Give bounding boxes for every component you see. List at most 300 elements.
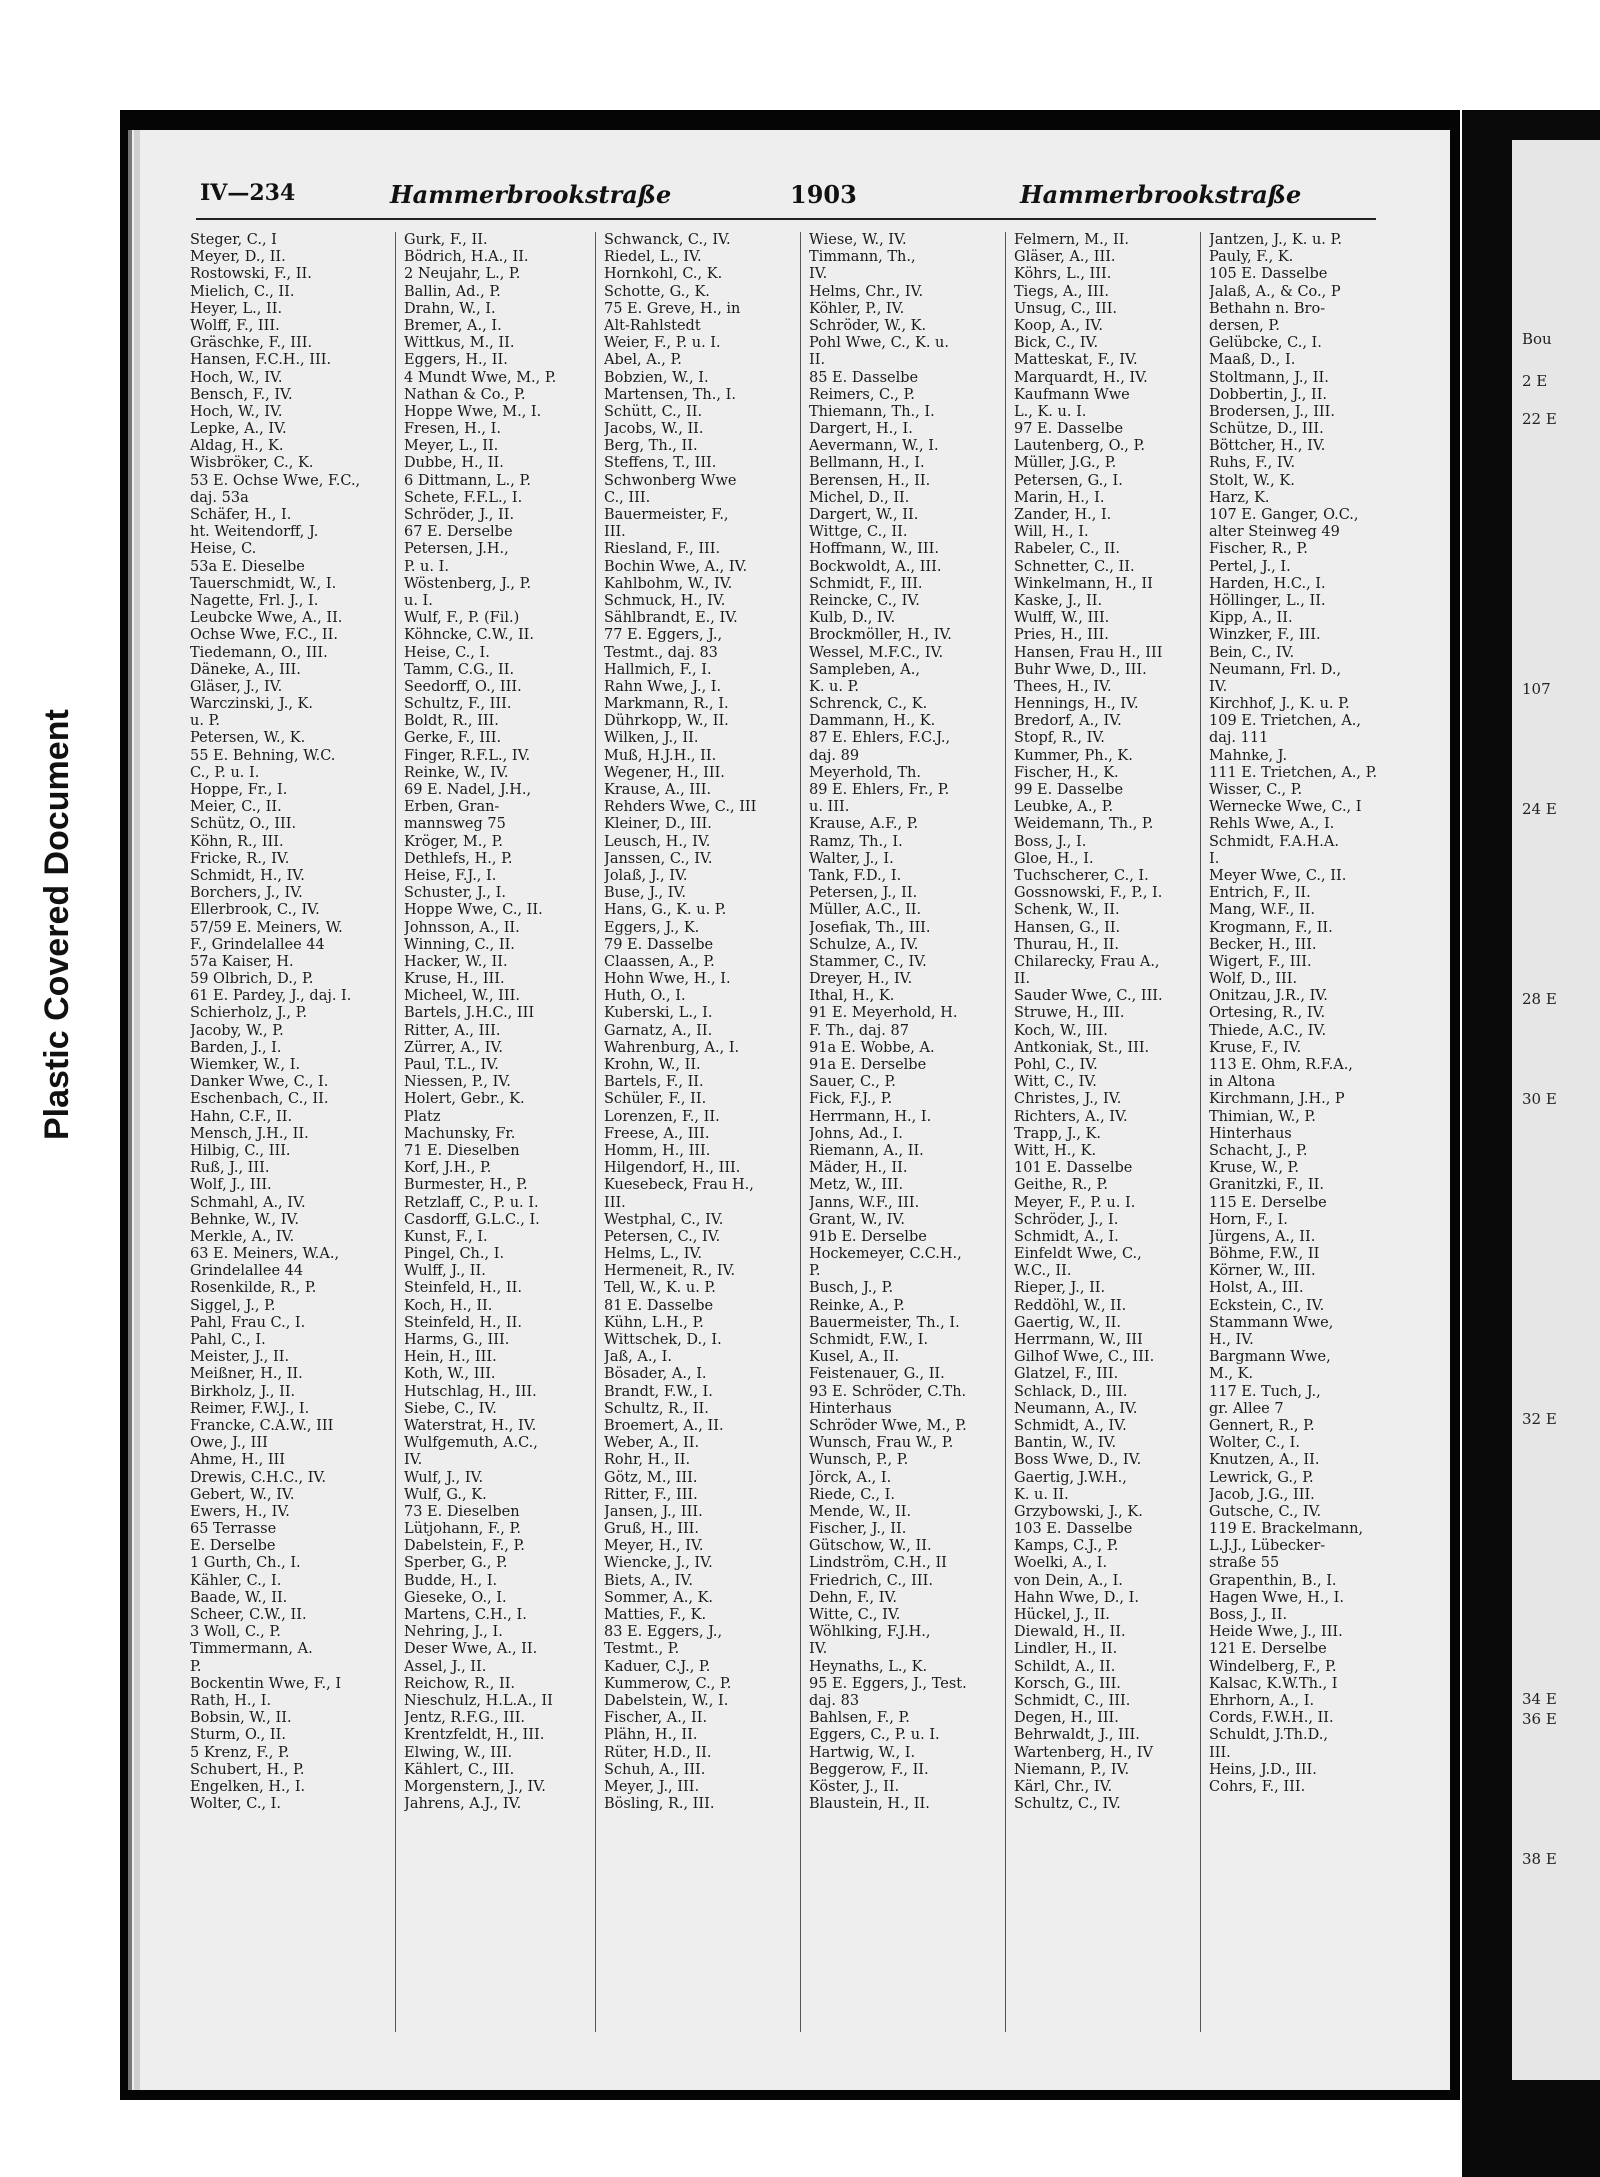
directory-entry: Schuster, J., I.: [404, 885, 506, 902]
directory-entry: Kruse, W., P.: [1209, 1160, 1299, 1177]
directory-entry: Testmt., daj. 83: [604, 644, 718, 661]
directory-entry: Köhler, P., IV.: [809, 300, 905, 317]
directory-entry: Jolaß, J., IV.: [604, 867, 688, 884]
directory-entry: Eggers, J., K.: [604, 919, 700, 936]
directory-entry: P.: [190, 1658, 202, 1675]
directory-entry: Krogmann, F., II.: [1209, 919, 1333, 936]
directory-entry: Bobsin, W., II.: [190, 1710, 292, 1727]
directory-entry: Hoppe Wwe, M., I.: [404, 403, 542, 420]
directory-column: [1200, 232, 1394, 2032]
directory-entry: Martensen, Th., I.: [604, 386, 736, 403]
directory-entry: Martens, C.H., I.: [404, 1607, 527, 1623]
directory-entry: Bödrich, H.A., II.: [404, 249, 529, 266]
header-rule: [196, 218, 1376, 220]
directory-entry: Herrmann, H., I.: [809, 1108, 932, 1125]
directory-entry: Fresen, H., I.: [404, 421, 501, 438]
directory-entry: Schultz, R., II.: [604, 1400, 709, 1417]
directory-entry: F., Grindelallee 44: [190, 936, 325, 953]
directory-entry: Koop, A., IV.: [1014, 317, 1103, 334]
adjacent-page-fragment: 32 E: [1522, 1410, 1557, 1428]
directory-entry: 57a Kaiser, H.: [190, 953, 294, 970]
directory-entry: Reichow, R., II.: [404, 1675, 516, 1692]
directory-entry: IV.: [1209, 678, 1228, 695]
directory-entry: Kulb, D., IV.: [809, 610, 896, 627]
directory-entry: Garnatz, A., II.: [604, 1022, 713, 1039]
directory-entry: Knutzen, A., II.: [1209, 1452, 1320, 1469]
directory-entry: Witt, H., K.: [1014, 1142, 1097, 1159]
directory-entry: Meyer Wwe, C., II.: [1209, 867, 1347, 884]
directory-entry: Hahn Wwe, D., I.: [1014, 1589, 1139, 1606]
directory-entry: Berg, Th., II.: [604, 438, 698, 455]
directory-entry: Assel, J., II.: [404, 1658, 487, 1675]
directory-entry: IV.: [809, 1641, 828, 1658]
directory-entry: Riedel, L., IV.: [604, 249, 702, 266]
directory-entry: Schuldt, J.Th.D.,: [1209, 1727, 1328, 1744]
directory-entry: Bremer, A., I.: [404, 317, 502, 334]
directory-entry: Sauer, C., P.: [809, 1074, 896, 1091]
directory-entry: 109 E. Trietchen, A.,: [1209, 713, 1362, 730]
directory-entry: Reimer, F.W.J., I.: [190, 1400, 310, 1417]
directory-entry: daj. 83: [809, 1692, 860, 1709]
directory-entry: Bochin Wwe, A., IV.: [604, 558, 748, 575]
directory-entry: Wolter, C., I.: [1209, 1435, 1300, 1452]
directory-entry: Muß, H.J.H., II.: [604, 747, 717, 764]
directory-entry: 107 E. Ganger, O.C.,: [1209, 507, 1359, 523]
directory-entry: Dammann, H., K.: [809, 713, 936, 730]
directory-entry: Maaß, D., I.: [1209, 352, 1296, 369]
directory-entry: Weidemann, Th., P.: [1014, 816, 1154, 833]
directory-entry: 57/59 E. Meiners, W.: [190, 919, 343, 936]
directory-entry: Fischer, H., K.: [1014, 764, 1119, 781]
directory-entry: Heise, C., I.: [404, 644, 490, 661]
directory-entry: Zander, H., I.: [1014, 507, 1112, 523]
directory-entry: Schultz, F., III.: [404, 696, 512, 713]
directory-entry: Hansen, G., II.: [1014, 919, 1121, 936]
directory-entry: Antkoniak, St., III.: [1014, 1039, 1150, 1056]
directory-entry: Janssen, C., IV.: [604, 850, 713, 867]
directory-entry: Kaufmann Wwe: [1014, 386, 1130, 403]
directory-entry: C., P. u. I.: [190, 764, 260, 781]
directory-entry: Gurk, F., II.: [404, 232, 488, 248]
directory-entry: Petersen, W., K.: [190, 730, 306, 747]
directory-entry: Bösling, R., III.: [604, 1796, 715, 1813]
directory-entry: Pohl Wwe, C., K. u.: [809, 335, 950, 352]
directory-entry: Bartels, J.H.C., III: [404, 1005, 535, 1022]
directory-entry: Lindler, H., II.: [1014, 1641, 1118, 1658]
directory-entry: Böhme, F.W., II: [1209, 1246, 1320, 1263]
directory-entry: F. Th., daj. 87: [809, 1022, 909, 1039]
directory-entry: Krause, A., III.: [604, 782, 712, 798]
directory-entry: Westphal, C., IV.: [604, 1211, 724, 1228]
directory-entry: Heins, J.D., III.: [1209, 1761, 1317, 1778]
directory-entry: Engelken, H., I.: [190, 1778, 306, 1795]
directory-entry: Wolter, C., I.: [190, 1796, 281, 1813]
directory-entry: Weier, F., P. u. I.: [604, 335, 721, 352]
directory-entry: Metz, W., III.: [809, 1177, 904, 1194]
directory-entry: Sturm, O., II.: [190, 1727, 286, 1744]
directory-entry: Köster, J., II.: [809, 1778, 900, 1795]
directory-entry: Kalsac, K.W.Th., I: [1209, 1675, 1338, 1692]
directory-entry: Meyer, D., II.: [190, 249, 286, 266]
directory-entry: Schnetter, C., II.: [1014, 558, 1135, 575]
directory-entry: 99 E. Dasselbe: [1014, 782, 1124, 798]
directory-entry: Kusel, A., II.: [809, 1349, 900, 1366]
directory-entry: Jahrens, A.J., IV.: [404, 1796, 522, 1813]
directory-entry: Reincke, C., IV.: [809, 592, 920, 609]
directory-entry: 115 E. Derselbe: [1209, 1194, 1327, 1211]
directory-entry: Rosenkilde, R., P.: [190, 1280, 317, 1297]
directory-entry: Wunsch, Frau W., P.: [809, 1435, 954, 1452]
directory-entry: Bauermeister, F.,: [604, 507, 729, 523]
directory-entry: Niessen, P., IV.: [404, 1074, 511, 1091]
directory-entry: 91b E. Derselbe: [809, 1228, 927, 1245]
directory-entry: Fischer, A., II.: [604, 1710, 708, 1727]
directory-entry: Paul, T.L., IV.: [404, 1057, 499, 1073]
directory-entry: Lepke, A., IV.: [190, 421, 287, 438]
directory-entry: Hoppe, Fr., I.: [190, 782, 288, 798]
directory-entry: Wulff, W., III.: [1014, 610, 1110, 627]
directory-entry: Wisbröker, C., K.: [190, 455, 314, 472]
directory-entry: Schultz, C., IV.: [1014, 1796, 1121, 1813]
directory-entry: Winkelmann, H., II: [1014, 575, 1153, 592]
directory-entry: Thimian, W., P.: [1209, 1108, 1316, 1125]
directory-entry: Hansen, F.C.H., III.: [190, 352, 332, 369]
directory-entry: von Dein, A., I.: [1014, 1572, 1123, 1589]
directory-entry: Hoppe Wwe, C., II.: [404, 902, 543, 919]
directory-entry: Ruhs, F., IV.: [1209, 455, 1296, 472]
adjacent-page-fragment: 38 E: [1522, 1850, 1557, 1868]
directory-entry: Dührkopp, W., II.: [604, 713, 729, 730]
directory-entry: Fischer, J., II.: [809, 1521, 907, 1538]
directory-entry: Thiede, A.C., IV.: [1209, 1022, 1327, 1039]
directory-entry: Körner, W., III.: [1209, 1263, 1316, 1280]
directory-entry: Meißner, H., II.: [190, 1366, 303, 1383]
directory-entry: Dethlefs, H., P.: [404, 850, 513, 867]
directory-entry: Dargert, W., II.: [809, 507, 919, 523]
directory-entry: Thiemann, Th., I.: [809, 403, 935, 420]
directory-entry: Wöstenberg, J., P.: [404, 575, 532, 592]
directory-entry: Buse, J., IV.: [604, 885, 687, 902]
directory-entry: Busch, J., P.: [809, 1280, 894, 1297]
directory-entry: Brodersen, J., III.: [1209, 403, 1335, 420]
directory-entry: Bredorf, A., IV.: [1014, 713, 1122, 730]
directory-entry: Helms, Chr., IV.: [809, 283, 924, 300]
directory-entry: Hohn Wwe, H., I.: [604, 971, 731, 988]
directory-entry: Ellerbrook, C., IV.: [190, 902, 320, 919]
directory-entry: Timmann, Th.,: [809, 249, 916, 266]
directory-entry: Wöhlking, F.J.H.,: [809, 1624, 931, 1641]
directory-entry: Lindström, C.H., II: [809, 1555, 947, 1572]
directory-entry: Riesland, F., III.: [604, 541, 721, 558]
directory-entry: Herrmann, W., III: [1014, 1332, 1143, 1348]
directory-entry: Gaertig, J.W.H.,: [1014, 1469, 1127, 1486]
directory-entry: Diewald, H., II.: [1014, 1624, 1126, 1641]
directory-entry: Elwing, W., III.: [404, 1744, 513, 1761]
directory-entry: Brockmöller, H., IV.: [809, 627, 952, 644]
directory-entry: Meyer, H., IV.: [604, 1538, 704, 1555]
directory-entry: Christes, J., IV.: [1014, 1091, 1122, 1108]
directory-entry: Eggers, H., II.: [404, 352, 508, 369]
directory-entry: Steinfeld, H., II.: [404, 1314, 522, 1331]
year-heading: 1903: [790, 180, 857, 209]
directory-entry: 2 Neujahr, L., P.: [404, 266, 521, 283]
directory-entry: Friedrich, C., III.: [809, 1572, 933, 1589]
directory-entry: Reinke, W., IV.: [404, 764, 509, 781]
directory-entry: Blaustein, H., II.: [809, 1796, 930, 1813]
directory-entry: Jentz, R.F.G., III.: [404, 1710, 526, 1727]
directory-entry: Danker Wwe, C., I.: [190, 1074, 329, 1091]
page-number: IV—234: [200, 180, 296, 206]
directory-entry: 93 E. Schröder, C.Th.: [809, 1383, 967, 1400]
directory-entry: Retzlaff, C., P. u. I.: [404, 1194, 539, 1211]
directory-entry: Heise, C.: [190, 541, 257, 558]
directory-entry: Michel, D., II.: [809, 489, 910, 506]
directory-entry: Reinke, A., P.: [809, 1297, 905, 1314]
directory-entry: Gaertig, W., II.: [1014, 1314, 1121, 1331]
directory-entry: Holert, Gebr., K.: [404, 1091, 525, 1108]
directory-entry: Finger, R.F.L., IV.: [404, 747, 531, 764]
directory-entry: Fick, F.J., P.: [809, 1091, 893, 1108]
directory-entry: Berensen, H., II.: [809, 472, 931, 489]
directory-entry: Schlack, D., III.: [1014, 1383, 1128, 1400]
directory-entry: Böttcher, H., IV.: [1209, 438, 1326, 455]
directory-entry: Koch, H., II.: [404, 1297, 493, 1314]
directory-entry: Schete, F.F.L., I.: [404, 489, 523, 506]
directory-entry: Götz, M., III.: [604, 1469, 698, 1486]
directory-entry: Kamps, C.J., P.: [1014, 1538, 1119, 1555]
directory-entry: Boss, J., II.: [1209, 1607, 1288, 1623]
directory-column: [1005, 232, 1204, 2032]
directory-entry: Müller, J.G., P.: [1014, 455, 1117, 472]
directory-entry: 95 E. Eggers, J., Test.: [809, 1675, 967, 1692]
directory-entry: 105 E. Dasselbe: [1209, 266, 1328, 283]
directory-entry: 63 E. Meiners, W.A.,: [190, 1246, 340, 1263]
directory-entry: 87 E. Ehlers, F.C.J.,: [809, 730, 951, 747]
directory-entry: Grindelallee 44: [190, 1263, 304, 1280]
directory-entry: Mäder, H., II.: [809, 1160, 908, 1177]
directory-entry: Granitzki, F., II.: [1209, 1177, 1324, 1194]
directory-entry: Kruse, H., III.: [404, 971, 505, 988]
directory-entry: Ochse Wwe, F.C., II.: [190, 627, 338, 644]
directory-entry: Einfeldt Wwe, C.,: [1014, 1246, 1142, 1263]
directory-entry: Wigert, F., III.: [1209, 953, 1312, 970]
directory-entry: Meier, C., II.: [190, 799, 282, 816]
directory-entry: Ahme, H., III: [190, 1452, 286, 1469]
directory-entry: Jalaß, A., & Co., P: [1209, 283, 1341, 300]
directory-entry: Stoltmann, J., II.: [1209, 369, 1329, 386]
directory-entry: Janns, W.F., III.: [809, 1194, 920, 1211]
directory-entry: Harz, K.: [1209, 489, 1270, 506]
directory-entry: M., K.: [1209, 1366, 1254, 1383]
directory-entry: Hoch, W., IV.: [190, 369, 283, 386]
directory-entry: Schütze, D., III.: [1209, 421, 1324, 438]
directory-entry: Jaß, A., I.: [604, 1349, 672, 1366]
directory-entry: Schuh, A., III.: [604, 1761, 706, 1778]
directory-entry: Bobzien, W., I.: [604, 369, 709, 386]
directory-entry: II.: [1014, 971, 1031, 988]
directory-entry: Krause, A.F., P.: [809, 816, 919, 833]
directory-entry: alter Steinweg 49: [1209, 524, 1340, 541]
directory-entry: daj. 111: [1209, 730, 1269, 747]
directory-entry: Eckstein, C., IV.: [1209, 1297, 1325, 1314]
directory-entry: 53a E. Dieselbe: [190, 558, 305, 575]
directory-entry: Meyer, L., II.: [404, 438, 499, 455]
directory-entry: Ruß, J., III.: [190, 1160, 270, 1177]
directory-entry: 119 E. Brackelmann,: [1209, 1521, 1364, 1538]
directory-entry: 83 E. Eggers, J.,: [604, 1624, 723, 1641]
directory-entry: 91a E. Wobbe, A.: [809, 1039, 935, 1056]
directory-entry: 53 E. Ochse Wwe, F.C.,: [190, 472, 361, 489]
directory-entry: Schütt, C., II.: [604, 403, 703, 420]
directory-entry: Grzybowski, J., K.: [1014, 1503, 1143, 1520]
directory-entry: Wulf, F., P. (Fil.): [404, 610, 520, 627]
adjacent-page: [1512, 140, 1600, 2080]
directory-entry: Fischer, R., P.: [1209, 541, 1308, 558]
directory-entry: straße 55: [1209, 1555, 1280, 1572]
directory-entry: Deser Wwe, A., II.: [404, 1641, 538, 1658]
directory-entry: Mensch, J.H., II.: [190, 1125, 309, 1142]
directory-entry: Kirchhof, J., K. u. P.: [1209, 696, 1350, 713]
directory-entry: 75 E. Greve, H., in: [604, 300, 741, 317]
directory-entry: Marin, H., I.: [1014, 489, 1105, 506]
directory-entry: Heise, F.J., I.: [404, 867, 497, 884]
directory-entry: Dabelstein, W., I.: [604, 1692, 729, 1709]
directory-entry: Bauermeister, Th., I.: [809, 1314, 960, 1331]
plastic-covered-label: Plastic Covered Document: [38, 709, 76, 1140]
directory-entry: Buhr Wwe, D., III.: [1014, 661, 1147, 678]
directory-entry: Pries, H., III.: [1014, 627, 1109, 644]
directory-entry: W.C., II.: [1014, 1263, 1072, 1280]
directory-entry: Wegener, H., III.: [604, 764, 725, 781]
directory-column: [395, 232, 599, 2032]
directory-entry: Bockwoldt, A., III.: [809, 558, 942, 575]
directory-entry: Köhrs, L., III.: [1014, 266, 1112, 283]
directory-column: [190, 232, 390, 2032]
directory-entry: Jacobs, W., II.: [604, 421, 704, 438]
directory-entry: Hutschlag, H., III.: [404, 1383, 537, 1400]
directory-entry: Pahl, Frau C., I.: [190, 1314, 306, 1331]
directory-entry: II.: [809, 352, 826, 369]
directory-entry: Becker, H., III.: [1209, 936, 1317, 953]
directory-entry: Burmester, H., P.: [404, 1177, 528, 1194]
directory-entry: Francke, C.A.W., III: [190, 1417, 334, 1434]
directory-entry: Huth, O., I.: [604, 988, 686, 1005]
directory-entry: Winning, C., II.: [404, 936, 515, 953]
directory-columns: [190, 232, 1390, 2032]
directory-entry: Behrwaldt, J., III.: [1014, 1727, 1140, 1744]
directory-entry: Wiese, W., IV.: [809, 232, 907, 248]
directory-entry: Micheel, W., III.: [404, 988, 520, 1005]
directory-entry: Gerke, F., III.: [404, 730, 502, 747]
directory-entry: Schröder, W., K.: [809, 317, 927, 334]
directory-entry: III.: [604, 1194, 626, 1211]
directory-entry: gr. Allee 7: [1209, 1400, 1284, 1417]
directory-entry: Mielich, C., II.: [190, 283, 295, 300]
directory-entry: L., K. u. I.: [1014, 403, 1087, 420]
directory-entry: Harden, H.C., I.: [1209, 575, 1326, 592]
directory-entry: dersen, P.: [1209, 317, 1280, 334]
directory-entry: Kühn, L.H., P.: [604, 1314, 704, 1331]
directory-entry: Kaske, J., II.: [1014, 592, 1103, 609]
directory-entry: Josefiak, Th., III.: [809, 919, 931, 936]
directory-entry: 69 E. Nadel, J.H.,: [404, 782, 532, 798]
directory-entry: Bellmann, H., I.: [809, 455, 925, 472]
directory-entry: Ithal, H., K.: [809, 988, 895, 1005]
directory-entry: Plähn, H., II.: [604, 1727, 698, 1744]
directory-entry: 103 E. Dasselbe: [1014, 1521, 1133, 1538]
directory-entry: Schildt, A., II.: [1014, 1658, 1116, 1675]
directory-entry: 73 E. Dieselben: [404, 1503, 520, 1520]
directory-entry: Ramz, Th., I.: [809, 833, 903, 850]
directory-entry: Ritter, A., III.: [404, 1022, 501, 1039]
directory-entry: Kuberski, L., I.: [604, 1005, 713, 1022]
directory-entry: 111 E. Trietchen, A., P.: [1209, 764, 1378, 781]
directory-entry: Windelberg, F., P.: [1209, 1658, 1337, 1675]
directory-entry: Jacob, J.G., III.: [1209, 1486, 1315, 1503]
directory-entry: Pahl, C., I.: [190, 1332, 266, 1348]
directory-entry: Barden, J., I.: [190, 1039, 282, 1056]
directory-entry: I.: [1209, 850, 1220, 867]
directory-entry: Baade, W., II.: [190, 1589, 288, 1606]
directory-entry: Chilarecky, Frau A.,: [1014, 953, 1160, 970]
directory-entry: Hückel, J., II.: [1014, 1607, 1110, 1623]
directory-entry: Pertel, J., I.: [1209, 558, 1291, 575]
directory-entry: Steger, C., I: [190, 232, 277, 248]
directory-entry: Korsch, G., III.: [1014, 1675, 1121, 1692]
directory-entry: Kahlbohm, W., IV.: [604, 575, 733, 592]
directory-entry: Riede, C., I.: [809, 1486, 895, 1503]
directory-entry: Will, H., I.: [1014, 524, 1089, 541]
directory-entry: Tuchscherer, C., I.: [1014, 867, 1149, 884]
directory-entry: Hoch, W., IV.: [190, 403, 283, 420]
directory-entry: Lautenberg, O., P.: [1014, 438, 1145, 455]
directory-entry: Bick, C., IV.: [1014, 335, 1099, 352]
directory-entry: Eggers, C., P. u. I.: [809, 1727, 940, 1744]
directory-entry: Petersen, C., IV.: [604, 1228, 721, 1245]
directory-entry: Schröder, J., II.: [404, 507, 515, 523]
directory-entry: Schrenck, C., K.: [809, 696, 928, 713]
directory-entry: 65 Terrasse: [190, 1521, 277, 1538]
directory-entry: Heynaths, L., K.: [809, 1658, 928, 1675]
directory-entry: Wahrenburg, A., I.: [604, 1039, 740, 1056]
directory-entry: Aldag, H., K.: [190, 438, 284, 455]
directory-entry: Gläser, A., III.: [1014, 249, 1116, 266]
directory-entry: Pauly, F., K.: [1209, 249, 1294, 266]
directory-entry: Rostowski, F., II.: [190, 266, 312, 283]
directory-entry: Tell, W., K. u. P.: [604, 1280, 716, 1297]
directory-entry: Gilhof Wwe, C., III.: [1014, 1349, 1155, 1366]
directory-entry: Nieschulz, H.L.A., II: [404, 1692, 553, 1709]
directory-entry: Kröger, M., P.: [404, 833, 504, 850]
directory-entry: Wiencke, J., IV.: [604, 1555, 713, 1572]
directory-entry: Machunsky, Fr.: [404, 1125, 516, 1142]
directory-entry: Wulfgemuth, A.C.,: [404, 1435, 538, 1452]
directory-entry: Schierholz, J., P.: [190, 1005, 308, 1022]
directory-entry: Dehn, F., IV.: [809, 1589, 898, 1606]
directory-entry: Wolf, J., III.: [190, 1177, 272, 1194]
street-title-left: Hammerbrookstraße: [390, 180, 672, 209]
directory-entry: Hornkohl, C., K.: [604, 266, 723, 283]
directory-entry: Boss, J., I.: [1014, 833, 1087, 850]
directory-entry: Petersen, J.H.,: [404, 541, 509, 558]
directory-entry: Kaduer, C.J., P.: [604, 1658, 711, 1675]
directory-entry: daj. 89: [809, 747, 860, 764]
directory-entry: Witt, C., IV.: [1014, 1074, 1097, 1091]
directory-entry: Hansen, Frau H., III: [1014, 644, 1163, 661]
directory-entry: Siggel, J., P.: [190, 1297, 276, 1314]
directory-entry: daj. 53a: [190, 489, 249, 506]
directory-entry: Glatzel, F., III.: [1014, 1366, 1119, 1383]
